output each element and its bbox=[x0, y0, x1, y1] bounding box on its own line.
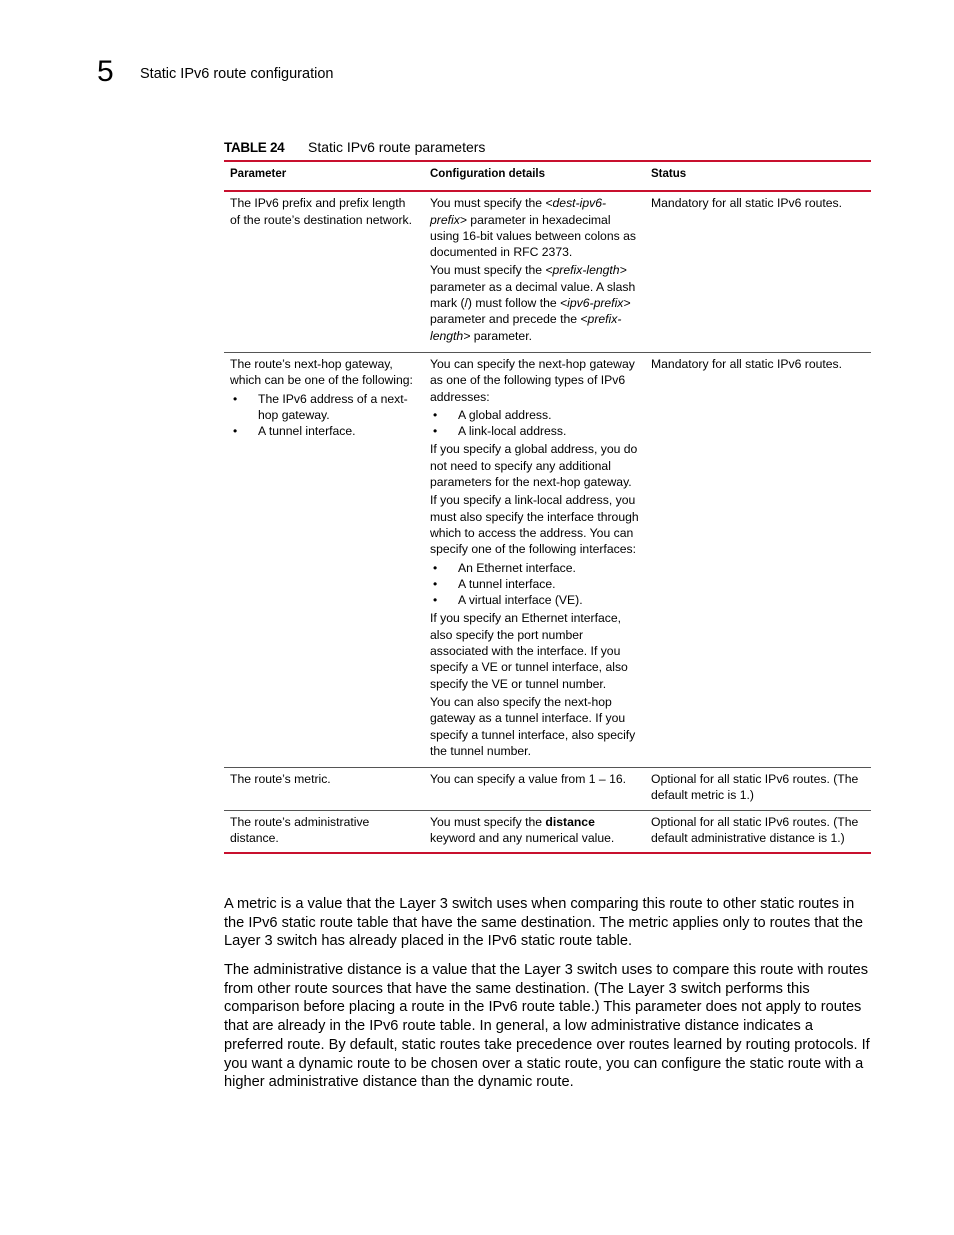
bullet-icon: • bbox=[433, 576, 438, 591]
list-item bbox=[430, 592, 639, 608]
details-paragraph bbox=[430, 262, 639, 343]
bullet-list bbox=[430, 407, 639, 440]
list-item bbox=[230, 391, 418, 424]
table-row bbox=[224, 352, 871, 767]
text: parameter. bbox=[470, 328, 532, 343]
details-cell bbox=[424, 810, 645, 853]
paragraph-text: The administrative distance is a value that the Layer 3 switch uses to compare this route with routes from other route sources that have the same destination. (The Layer 3 switch performs this comparison before placing a route in the IPv6 route table.) This parameter does not apply to routes that are already in the IPv6 route table. In general, a low administrative distance indicates a preferred route. By default, static routes take precedence over routes learned by routing protocols. If you want a dynamic route to be chosen over a static route, you can configure the static route with a higher administrative distance than the dynamic route. bbox=[224, 962, 870, 1091]
param-name: <ipv6-prefix> bbox=[560, 296, 631, 311]
bullet-icon: • bbox=[233, 424, 238, 439]
list-item bbox=[430, 423, 639, 439]
list-item bbox=[430, 407, 639, 423]
param-name: <dest-ipv6-prefix> bbox=[430, 196, 607, 227]
details-paragraph: You can specify the next-hop gateway as one of the following types of IPv6 addresses: bbox=[430, 356, 635, 404]
details-paragraph: You can also specify the next-hop gateway as a tunnel interface. If you specify a tunnel interface, also specify the tunnel number. bbox=[430, 694, 636, 758]
list-item-text: A tunnel interface. bbox=[458, 576, 556, 591]
table-caption-title: Static IPv6 route parameters bbox=[308, 139, 486, 155]
running-title: Static IPv6 route configuration bbox=[140, 66, 334, 82]
list-item-text: A global address. bbox=[458, 407, 552, 422]
bullet-icon: • bbox=[433, 593, 438, 608]
param-name: <prefix-length> bbox=[430, 312, 622, 343]
text: parameter and precede the bbox=[430, 312, 581, 327]
details-paragraph: If you specify a global address, you do not need to specify any additional parameters for the next-hop gateway. bbox=[430, 442, 638, 490]
parameter-cell: The route’s administrative distance. bbox=[224, 810, 424, 853]
body-paragraph-metric bbox=[224, 895, 871, 951]
details-cell: You can specify a value from 1 – 16. bbox=[424, 768, 645, 811]
parameter-intro: The route’s next-hop gateway, which can be one of the following: bbox=[230, 356, 413, 388]
parameter-cell bbox=[224, 352, 424, 767]
list-item bbox=[430, 576, 639, 592]
text: keyword and any numerical value. bbox=[430, 830, 615, 845]
list-item-text: A link-local address. bbox=[458, 424, 567, 439]
status-cell: Optional for all static IPv6 routes. (The default metric is 1.) bbox=[645, 768, 871, 811]
details-cell bbox=[424, 191, 645, 352]
text: parameter in hexadecimal using 16-bit values between colons as documented in RFC 2373. bbox=[430, 212, 636, 260]
list-item-text: An Ethernet interface. bbox=[458, 560, 576, 575]
table-row bbox=[224, 810, 871, 853]
chapter-number: 5 bbox=[97, 55, 114, 88]
details-cell bbox=[424, 352, 645, 767]
bullet-list bbox=[430, 560, 639, 609]
status-cell: Optional for all static IPv6 routes. (The default administrative distance is 1.) bbox=[645, 810, 871, 853]
text: parameter as a decimal value. A slash mark (/) must follow the bbox=[430, 279, 636, 311]
status-cell: Mandatory for all static IPv6 routes. bbox=[645, 352, 871, 767]
details-paragraph: If you specify an Ethernet interface, also specify the port number associated with the interface. If you specify a VE or tunnel interface, also specify the VE or tunnel number. bbox=[430, 611, 628, 691]
paragraph-text: A metric is a value that the Layer 3 switch uses when comparing this route to other static routes in the IPv6 static route table that have the same destination. The metric applies only to routes that the Layer 3 switch has already placed in the IPv6 static route table. bbox=[224, 896, 863, 950]
text: You must specify the bbox=[430, 196, 546, 211]
list-item-text: A virtual interface (VE). bbox=[458, 593, 583, 608]
table-row bbox=[224, 768, 871, 811]
parameters-table bbox=[224, 160, 871, 854]
bullet-icon: • bbox=[433, 424, 438, 439]
table-row bbox=[224, 191, 871, 352]
bullet-icon: • bbox=[433, 560, 438, 575]
list-item bbox=[430, 560, 639, 576]
text: You must specify the bbox=[430, 263, 546, 278]
keyword: distance bbox=[545, 814, 595, 829]
status-cell: Mandatory for all static IPv6 routes. bbox=[645, 191, 871, 352]
details-paragraph bbox=[430, 195, 639, 260]
table-header-row bbox=[224, 161, 871, 191]
column-header-parameter: Parameter bbox=[230, 168, 287, 180]
column-header-configuration-details: Configuration details bbox=[430, 168, 545, 180]
parameter-cell: The route’s metric. bbox=[224, 768, 424, 811]
list-item bbox=[230, 423, 418, 439]
table-caption-tag: TABLE 24 bbox=[224, 140, 285, 155]
bullet-icon: • bbox=[433, 407, 438, 422]
param-name: <prefix-length> bbox=[545, 263, 627, 278]
details-paragraph: If you specify a link-local address, you must also specify the interface through which to access the address. You can specify one of the following interfaces: bbox=[430, 493, 639, 557]
list-item-text: A tunnel interface. bbox=[258, 424, 356, 439]
bullet-icon: • bbox=[233, 391, 238, 406]
body-paragraph-admin-distance bbox=[224, 961, 871, 1092]
bullet-list bbox=[230, 391, 418, 440]
parameter-cell: The IPv6 prefix and prefix length of the route’s destination network. bbox=[224, 191, 424, 352]
table-caption bbox=[224, 138, 871, 157]
list-item-text: The IPv6 address of a next-hop gateway. bbox=[258, 391, 408, 422]
column-header-status: Status bbox=[651, 168, 687, 180]
text: You must specify the bbox=[430, 814, 546, 829]
